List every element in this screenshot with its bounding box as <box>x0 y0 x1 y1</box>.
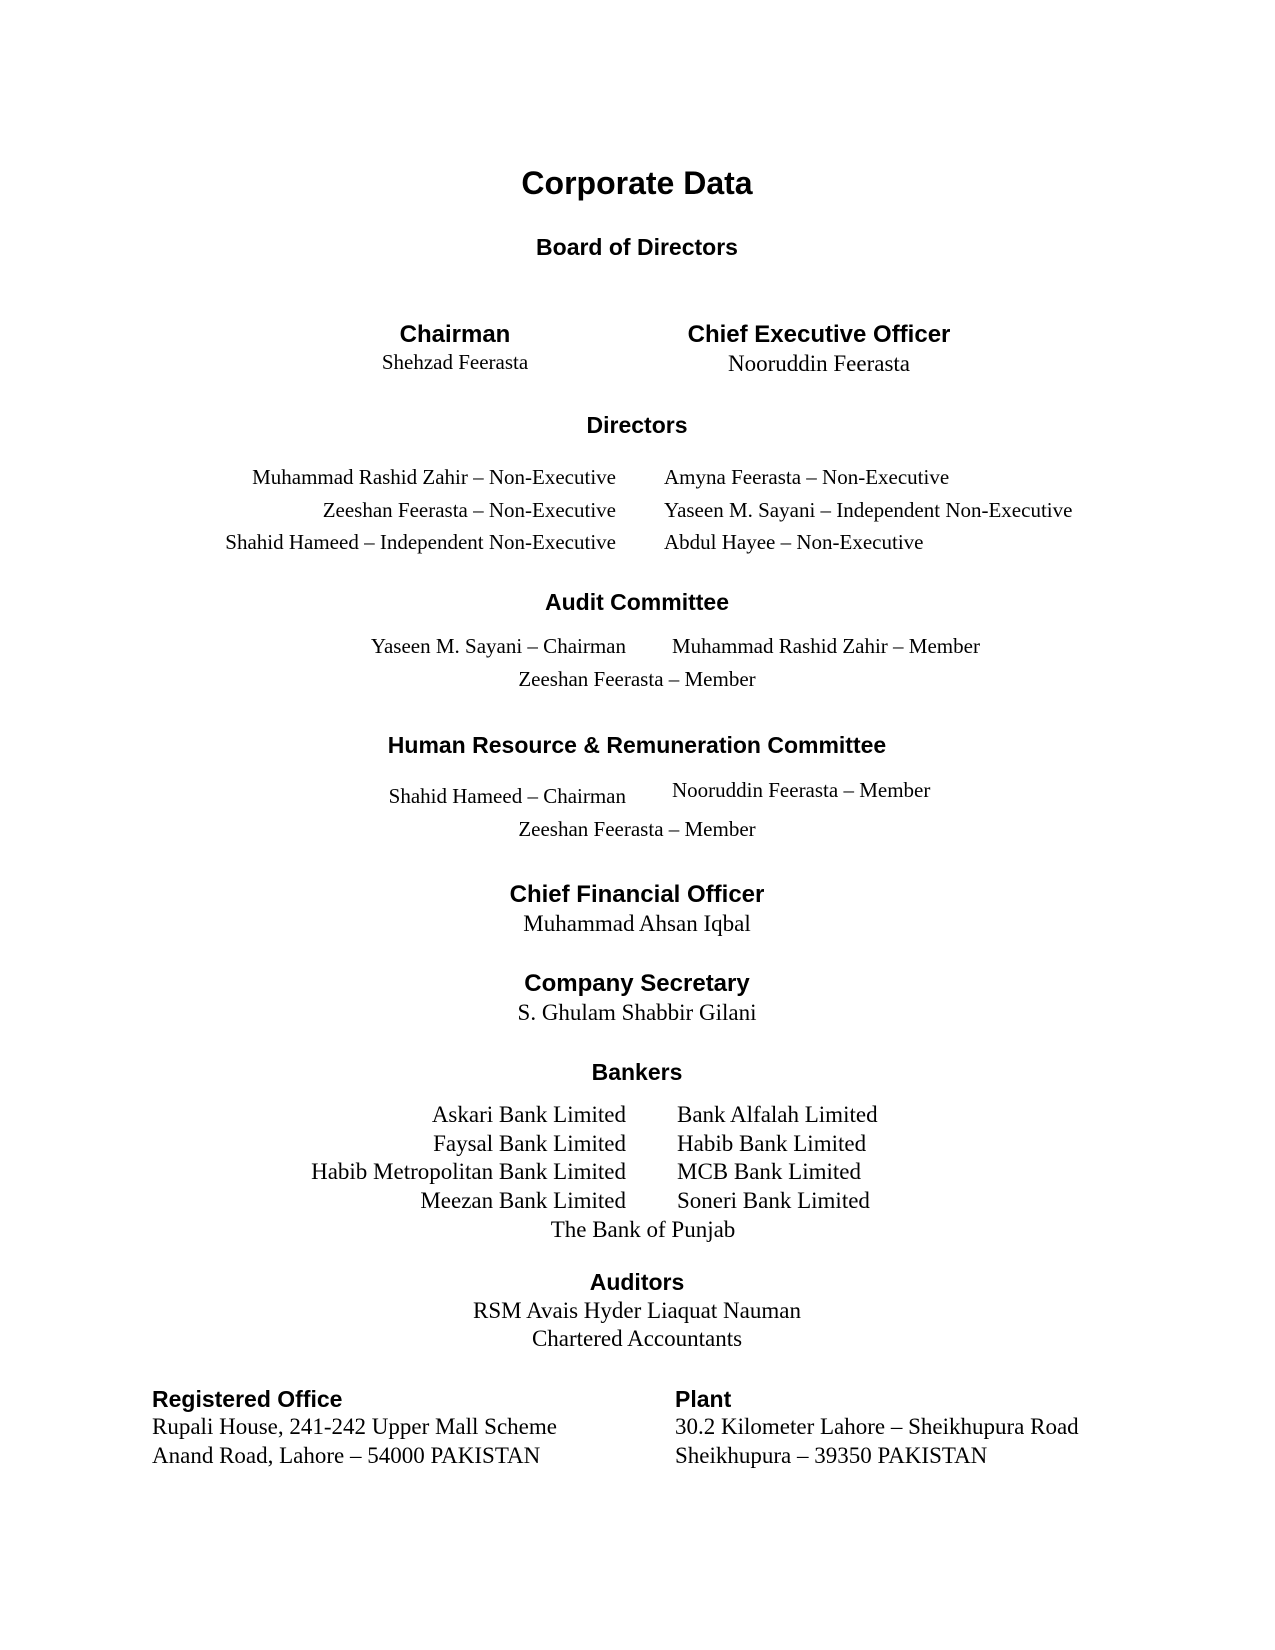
auditors-heading: Auditors <box>589 1269 685 1295</box>
secretary-heading: Company Secretary <box>524 970 750 997</box>
audit-committee-member-1: Muhammad Rashid Zahir – Member <box>672 634 980 658</box>
bank-right-1: Bank Alfalah Limited <box>677 1102 878 1127</box>
chairman-label: Chairman <box>399 321 511 348</box>
hr-committee-chairman: Shahid Hameed – Chairman <box>388 784 626 808</box>
registered-office-heading: Registered Office <box>152 1386 343 1412</box>
plant-heading: Plant <box>675 1386 732 1412</box>
bank-left-2: Faysal Bank Limited <box>433 1131 626 1156</box>
cfo-heading: Chief Financial Officer <box>509 881 765 908</box>
registered-office-line-2: Anand Road, Lahore – 54000 PAKISTAN <box>152 1443 541 1468</box>
plant-line-1: 30.2 Kilometer Lahore – Sheikhupura Road <box>675 1414 1079 1439</box>
audit-committee-member-2: Zeeshan Feerasta – Member <box>518 667 756 691</box>
bank-right-3: MCB Bank Limited <box>677 1159 861 1184</box>
ceo-name: Nooruddin Feerasta <box>727 351 911 376</box>
bank-center: The Bank of Punjab <box>550 1217 736 1242</box>
bank-left-4: Meezan Bank Limited <box>420 1188 626 1213</box>
ceo-label: Chief Executive Officer <box>687 321 951 348</box>
director-right-2: Yaseen M. Sayani – Independent Non-Executive <box>664 498 1073 522</box>
chairman-name: Shehzad Feerasta <box>381 350 529 374</box>
page-title: Corporate Data <box>521 165 753 201</box>
bank-left-1: Askari Bank Limited <box>431 1102 626 1127</box>
auditors-designation: Chartered Accountants <box>531 1326 743 1351</box>
secretary-name: S. Ghulam Shabbir Gilani <box>517 1000 757 1025</box>
bankers-heading: Bankers <box>591 1059 683 1085</box>
audit-committee-heading: Audit Committee <box>545 589 729 615</box>
registered-office-line-1: Rupali House, 241-242 Upper Mall Scheme <box>152 1414 557 1439</box>
director-right-1: Amyna Feerasta – Non-Executive <box>664 465 950 489</box>
director-left-1: Muhammad Rashid Zahir – Non-Executive <box>252 465 616 489</box>
audit-committee-chairman: Yaseen M. Sayani – Chairman <box>370 634 626 658</box>
plant-line-2: Sheikhupura – 39350 PAKISTAN <box>675 1443 988 1468</box>
auditors-name: RSM Avais Hyder Liaquat Nauman <box>473 1298 801 1323</box>
directors-heading: Directors <box>586 412 688 438</box>
hr-committee-heading: Human Resource & Remuneration Committee <box>387 732 887 758</box>
hr-committee-member-2: Zeeshan Feerasta – Member <box>518 817 756 841</box>
director-left-3: Shahid Hameed – Independent Non-Executive <box>225 530 616 554</box>
director-right-3: Abdul Hayee – Non-Executive <box>664 530 924 554</box>
director-left-2: Zeeshan Feerasta – Non-Executive <box>322 498 616 522</box>
bank-right-4: Soneri Bank Limited <box>677 1188 870 1213</box>
bank-left-3: Habib Metropolitan Bank Limited <box>311 1159 626 1184</box>
hr-committee-member-1: Nooruddin Feerasta – Member <box>672 778 931 802</box>
bank-right-2: Habib Bank Limited <box>677 1131 867 1156</box>
cfo-name: Muhammad Ahsan Iqbal <box>523 911 751 936</box>
board-heading: Board of Directors <box>536 234 738 260</box>
